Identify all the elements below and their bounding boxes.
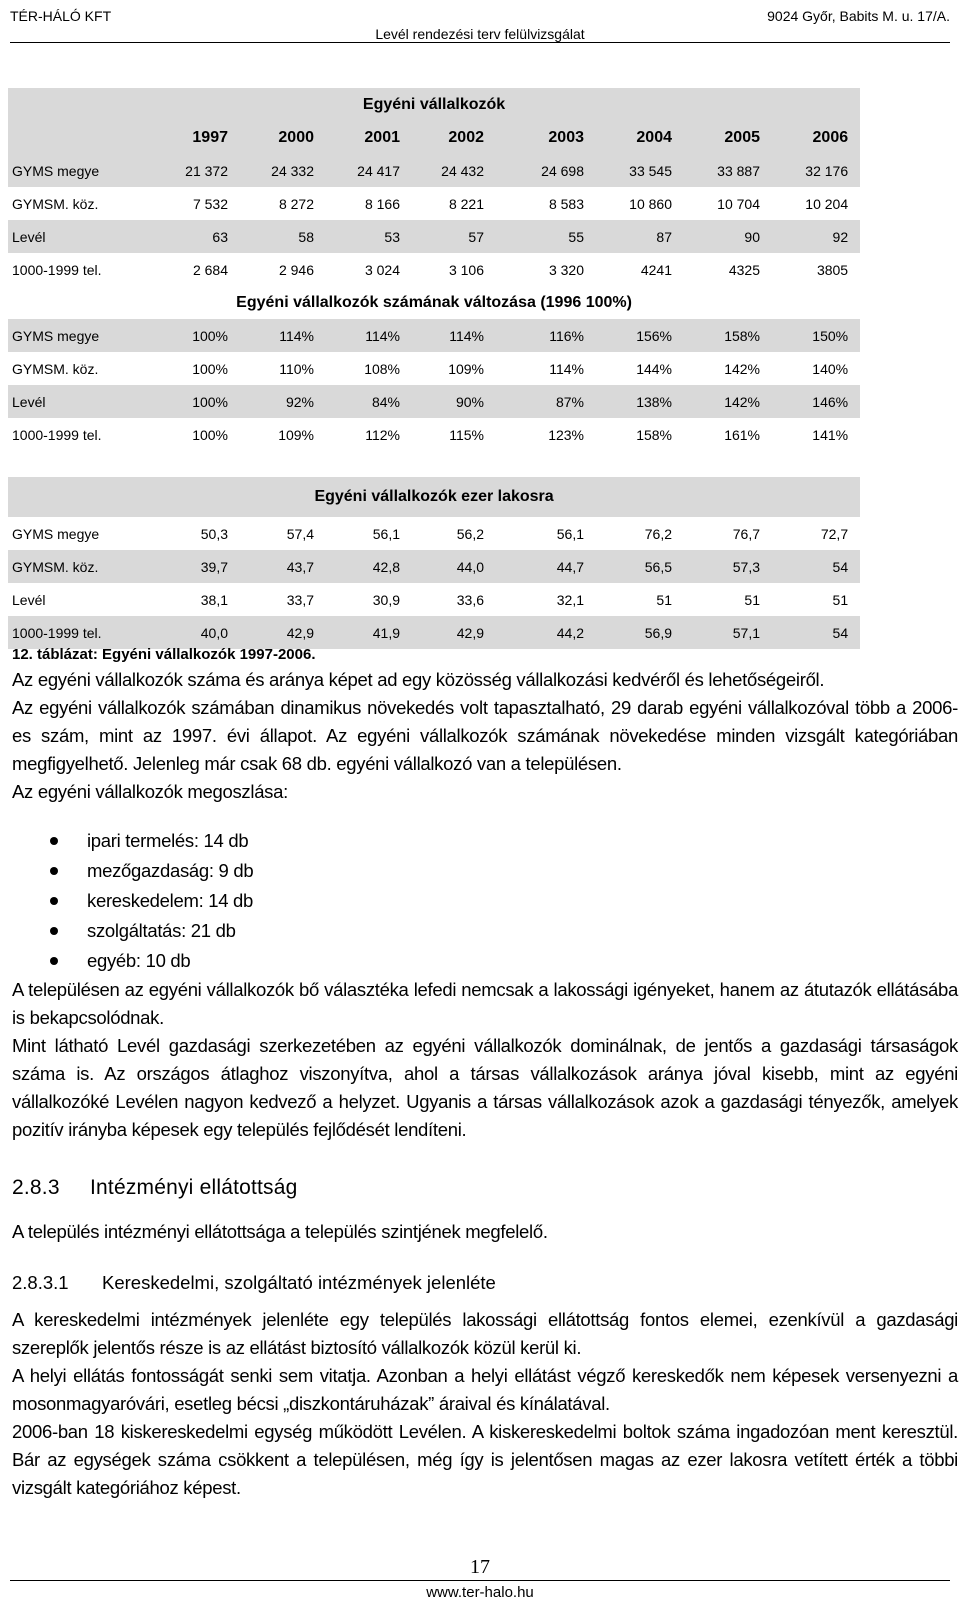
document-title: Levél rendezési terv felülvizsgálat bbox=[375, 26, 585, 42]
table-cell: 54 bbox=[772, 550, 860, 583]
table-cell: 142% bbox=[684, 385, 772, 418]
table-header-row bbox=[8, 121, 860, 154]
paragraph-7: A kereskedelmi intézmények jelenléte egy település lakossági ellátottság fontos elemei, ezenkívül a gazdasági szereplők jelentős része is az ellátást biztosító vállalkozók közül kerül ki. bbox=[12, 1309, 958, 1358]
table-cell: 123% bbox=[548, 426, 584, 443]
list-item: kereskedelem: 14 db bbox=[12, 886, 253, 916]
table-cell: 8 166 bbox=[364, 195, 400, 212]
table-title: Egyéni vállalkozók bbox=[8, 88, 860, 121]
row-label: Levél bbox=[12, 591, 46, 608]
table-cell: 109% bbox=[278, 426, 314, 443]
table-cell: 114% bbox=[549, 360, 584, 377]
table-cell: 44,2 bbox=[496, 616, 596, 649]
table-cell: 116% bbox=[496, 319, 596, 352]
table-cell: 24 332 bbox=[240, 154, 326, 187]
row-label: 1000-1999 tel. bbox=[12, 426, 102, 443]
table-cell: 158% bbox=[636, 426, 672, 443]
paragraph-4: A településen az egyéni vállalkozók bő választéka lefedi nemcsak a lakossági igényeket, hanem az átutazók ellátásába is bekapcsolódnak. bbox=[12, 979, 958, 1028]
table-cell: 3 320 bbox=[548, 261, 584, 278]
table-cell: 57,4 bbox=[286, 525, 314, 542]
year-header: 2000 bbox=[240, 121, 326, 154]
paragraph-1: Az egyéni vállalkozók száma és aránya képet ad egy közösség vállalkozási kedvéről és lehetőségeiről. bbox=[12, 669, 825, 690]
table-cell: 4241 bbox=[640, 261, 672, 278]
year-header: 2003 bbox=[496, 121, 596, 154]
table-cell: 30,9 bbox=[372, 591, 400, 608]
table-caption: 12. táblázat: Egyéni vállalkozók 1997-2006. bbox=[12, 646, 316, 663]
table-cell: 110% bbox=[279, 360, 314, 377]
year-header: 2002 bbox=[412, 121, 496, 154]
spacer-row bbox=[8, 451, 860, 477]
table-cell: 90 bbox=[684, 220, 772, 253]
row-label: 1000-1999 tel. bbox=[8, 616, 158, 649]
table-row bbox=[8, 418, 860, 451]
table-cell: 38,1 bbox=[200, 591, 228, 608]
subsection-number: 2.8.3.1 bbox=[12, 1272, 69, 1293]
subsection-title: Kereskedelmi, szolgáltató intézmények jelenléte bbox=[102, 1272, 496, 1293]
table-cell: 115% bbox=[449, 426, 484, 443]
table-cell: 8 221 bbox=[448, 195, 484, 212]
table-cell: 150% bbox=[772, 319, 860, 352]
table-cell: 56,9 bbox=[596, 616, 684, 649]
spacer bbox=[8, 451, 860, 477]
table-title-row bbox=[8, 88, 860, 121]
table-cell: 100% bbox=[192, 426, 228, 443]
company-name: TÉR-HÁLÓ KFT bbox=[10, 8, 112, 24]
table-cell: 24 417 bbox=[326, 154, 412, 187]
table-cell: 43,7 bbox=[240, 550, 326, 583]
table-cell: 42,9 bbox=[412, 616, 496, 649]
table-cell: 90% bbox=[412, 385, 496, 418]
table-row bbox=[8, 385, 860, 418]
year-header: 1997 bbox=[158, 121, 240, 154]
section-title: Egyéni vállalkozók ezer lakosra bbox=[8, 477, 860, 517]
section-title-row bbox=[8, 286, 860, 319]
table-cell: 76,7 bbox=[732, 525, 760, 542]
table-cell: 76,2 bbox=[644, 525, 672, 542]
table-cell: 33,7 bbox=[286, 591, 314, 608]
distribution-list bbox=[12, 826, 253, 976]
paragraph-5: Mint látható Levél gazdasági szerkezetében az egyéni vállalkozók dominálnak, de jentős a gazdasági társaságok száma is. Az országos átlaghoz viszonyítva, ahol a társas vállalkozások aránya jóval kisebb, mint az egyéni vállalkozóké Levélen nagyon kedvező a helyzet. Ugyanis a társas vállalkozások azok a gazdasági tényezők, amelyek pozitív irányba képesek egy település fejlődését lendíteni. bbox=[12, 1035, 958, 1140]
table-cell: 42,8 bbox=[326, 550, 412, 583]
table-cell: 63 bbox=[158, 220, 240, 253]
table-cell: 114% bbox=[326, 319, 412, 352]
year-header: 2001 bbox=[326, 121, 412, 154]
table-row bbox=[8, 319, 860, 352]
footer-url: www.ter-halo.hu bbox=[426, 1584, 534, 1601]
row-label: GYMSM. köz. bbox=[8, 550, 158, 583]
table-cell: 10 860 bbox=[629, 195, 672, 212]
company-address: 9024 Győr, Babits M. u. 17/A. bbox=[767, 8, 950, 24]
table-cell: 24 698 bbox=[496, 154, 596, 187]
row-label: GYMS megye bbox=[8, 154, 158, 187]
table-cell: 144% bbox=[636, 360, 672, 377]
table-cell: 56,1 bbox=[372, 525, 400, 542]
table-cell: 44,0 bbox=[412, 550, 496, 583]
table-row bbox=[8, 187, 860, 220]
table-cell: 54 bbox=[772, 616, 860, 649]
entrepreneurs-table bbox=[8, 88, 860, 649]
table-cell: 114% bbox=[240, 319, 326, 352]
table-cell: 58 bbox=[240, 220, 326, 253]
table-cell: 4325 bbox=[728, 261, 760, 278]
table-cell: 114% bbox=[412, 319, 496, 352]
table-cell: 56,5 bbox=[596, 550, 684, 583]
table-row bbox=[8, 220, 860, 253]
table-cell: 24 432 bbox=[412, 154, 496, 187]
table-cell: 41,9 bbox=[326, 616, 412, 649]
table-cell: 10 704 bbox=[717, 195, 760, 212]
table-cell: 21 372 bbox=[158, 154, 240, 187]
table-cell: 2 946 bbox=[278, 261, 314, 278]
bullet-icon bbox=[50, 897, 58, 905]
row-label: GYMSM. köz. bbox=[12, 195, 99, 212]
table-cell: 42,9 bbox=[240, 616, 326, 649]
table-cell: 141% bbox=[812, 426, 849, 443]
list-item: egyéb: 10 db bbox=[12, 946, 253, 976]
table-cell: 39,7 bbox=[158, 550, 240, 583]
bullet-icon bbox=[50, 867, 58, 875]
paragraph-6: A település intézményi ellátottsága a település szintjének megfelelő. bbox=[12, 1221, 548, 1242]
table-cell: 109% bbox=[448, 360, 484, 377]
table-cell: 87% bbox=[496, 385, 596, 418]
list-item: mezőgazdaság: 9 db bbox=[12, 856, 253, 886]
table-cell: 55 bbox=[496, 220, 596, 253]
table-row bbox=[8, 154, 860, 187]
table-cell: 32,1 bbox=[556, 591, 584, 608]
subsection-heading bbox=[12, 1272, 496, 1294]
table-cell: 33,6 bbox=[456, 591, 484, 608]
paragraph-9: 2006-ban 18 kiskereskedelmi egység működött Levélen. A kiskereskedelmi boltok száma ingadozóan ment keresztül. Bár az egységek száma csökkent a településen, még így is jelentősen magas az ezer lakosra vetített érték a többi vizsgált kategóriához képest. bbox=[12, 1421, 958, 1498]
table-cell: 32 176 bbox=[772, 154, 860, 187]
paragraph-2: Az egyéni vállalkozók számában dinamikus növekedés volt tapasztalható, 29 darab egyéni vállalkozóval több a 2006-es szám, mint az 1997. évi állapot. Az egyéni vállalkozók számának növekedése minden vizsgált kategóriában megfigyelhető. Jelenleg már csak 68 db. egyéni vállalkozó van a településen. bbox=[12, 697, 958, 774]
footer-divider bbox=[10, 1580, 950, 1581]
table-cell: 2 684 bbox=[192, 261, 228, 278]
table-cell: 7 532 bbox=[192, 195, 228, 212]
row-label: 1000-1999 tel. bbox=[12, 261, 102, 278]
table-row bbox=[8, 253, 860, 286]
row-label: GYMS megye bbox=[8, 319, 158, 352]
table-cell: 100% bbox=[192, 360, 228, 377]
table-cell: 87 bbox=[596, 220, 684, 253]
table-cell: 3 106 bbox=[448, 261, 484, 278]
table-row bbox=[8, 352, 860, 385]
table-cell: 100% bbox=[158, 319, 240, 352]
bullet-icon bbox=[50, 837, 58, 845]
bullet-icon bbox=[50, 957, 58, 965]
header-cell bbox=[8, 121, 158, 154]
section-title: Intézményi ellátottság bbox=[90, 1176, 298, 1199]
table-cell: 51 bbox=[832, 591, 849, 608]
table-cell: 92 bbox=[772, 220, 860, 253]
section-number: 2.8.3 bbox=[12, 1176, 60, 1199]
row-label: Levél bbox=[8, 385, 158, 418]
paragraph-8: A helyi ellátás fontosságát senki sem vitatja. Azonban a helyi ellátást végző kereskedők nem képesek versenyezni a mosonmagyaróvári, esetleg bécsi „diszkontáruházak” áraival és kínálatával. bbox=[12, 1365, 958, 1414]
bullet-icon bbox=[50, 927, 58, 935]
table-cell: 92% bbox=[240, 385, 326, 418]
section-heading bbox=[12, 1176, 298, 1200]
table-cell: 8 272 bbox=[278, 195, 314, 212]
table-cell: 57 bbox=[412, 220, 496, 253]
section-title-row bbox=[8, 477, 860, 517]
table-cell: 53 bbox=[326, 220, 412, 253]
table-cell: 51 bbox=[656, 591, 672, 608]
table-row bbox=[8, 550, 860, 583]
year-header: 2006 bbox=[772, 121, 860, 154]
table-cell: 108% bbox=[364, 360, 400, 377]
table-cell: 57,3 bbox=[684, 550, 772, 583]
page-number: 17 bbox=[470, 1556, 490, 1578]
row-label: GYMS megye bbox=[12, 525, 100, 542]
table-row bbox=[8, 517, 860, 550]
table-cell: 56,2 bbox=[456, 525, 484, 542]
table-cell: 161% bbox=[724, 426, 760, 443]
table-cell: 138% bbox=[596, 385, 684, 418]
table-cell: 50,3 bbox=[200, 525, 228, 542]
row-label: GYMSM. köz. bbox=[12, 360, 99, 377]
page-header bbox=[10, 6, 950, 43]
table-cell: 8 583 bbox=[548, 195, 584, 212]
year-header: 2004 bbox=[596, 121, 684, 154]
table-cell: 100% bbox=[158, 385, 240, 418]
list-item: ipari termelés: 14 db bbox=[12, 826, 253, 856]
table-cell: 40,0 bbox=[158, 616, 240, 649]
table-cell: 33 545 bbox=[596, 154, 684, 187]
list-item: szolgáltatás: 21 db bbox=[12, 916, 253, 946]
row-label: Levél bbox=[8, 220, 158, 253]
table-cell: 51 bbox=[744, 591, 760, 608]
table-cell: 146% bbox=[772, 385, 860, 418]
table-cell: 142% bbox=[724, 360, 760, 377]
table-cell: 10 204 bbox=[805, 195, 849, 212]
table-cell: 72,7 bbox=[820, 525, 849, 542]
table-cell: 112% bbox=[365, 426, 400, 443]
table-cell: 156% bbox=[596, 319, 684, 352]
table-cell: 56,1 bbox=[556, 525, 584, 542]
section-title: Egyéni vállalkozók számának változása (1996 100%) bbox=[236, 293, 632, 311]
table-cell: 84% bbox=[326, 385, 412, 418]
table-row bbox=[8, 583, 860, 616]
table-cell: 158% bbox=[684, 319, 772, 352]
table-cell: 33 887 bbox=[684, 154, 772, 187]
table-cell: 140% bbox=[812, 360, 849, 377]
table-cell: 44,7 bbox=[496, 550, 596, 583]
table-cell: 3805 bbox=[816, 261, 849, 278]
year-header: 2005 bbox=[684, 121, 772, 154]
table-cell: 57,1 bbox=[684, 616, 772, 649]
table-cell: 3 024 bbox=[364, 261, 400, 278]
paragraph-3: Az egyéni vállalkozók megoszlása: bbox=[12, 781, 288, 802]
table-row bbox=[8, 616, 860, 649]
